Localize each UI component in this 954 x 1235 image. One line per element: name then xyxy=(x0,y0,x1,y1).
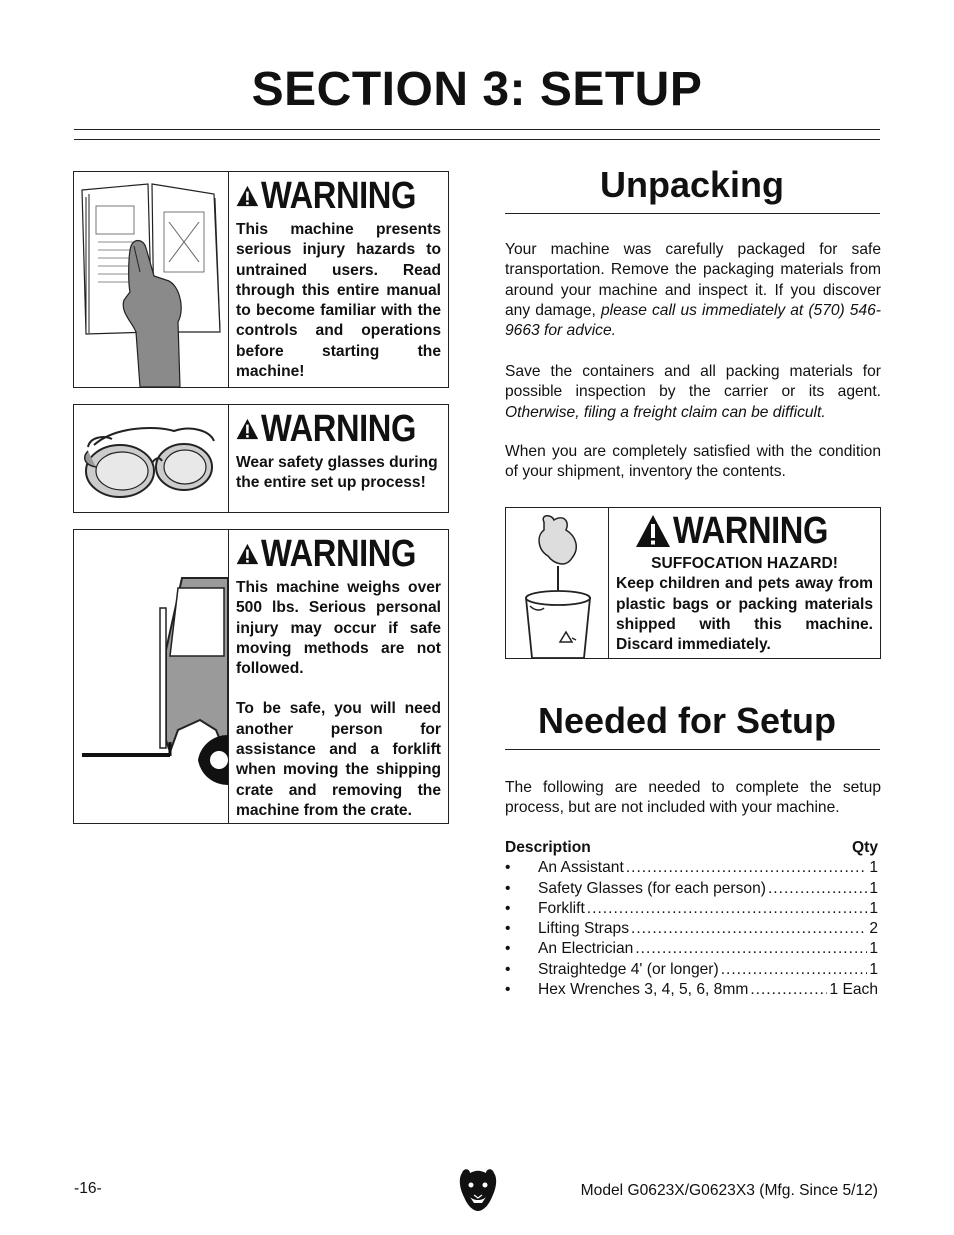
item-qty: 1 Each xyxy=(829,981,878,999)
list-item xyxy=(505,879,878,899)
column-description: Description xyxy=(505,839,591,856)
warning-triangle-icon xyxy=(236,536,259,572)
plastic-bag-trash-icon xyxy=(506,508,609,658)
manual-reading-icon xyxy=(74,172,229,387)
warning-text: This machine presents serious injury hazards to untrained users. Read through this entire manual to become familiar with the controls and operations before starting the machine! xyxy=(236,221,441,381)
item-qty: 1 xyxy=(869,940,878,958)
dot-leader xyxy=(768,879,867,899)
item-name: Safety Glasses (for each person) xyxy=(538,879,766,897)
warning-safety-glasses xyxy=(73,404,449,513)
warning-text: Wear safety glasses during the entire set up process! xyxy=(236,454,438,492)
item-name: Hex Wrenches 3, 4, 5, 6, 8mm xyxy=(538,981,749,999)
warning-body xyxy=(229,405,448,512)
list-header xyxy=(505,838,878,858)
warning-word: WARNING xyxy=(260,175,416,217)
warning-triangle-icon xyxy=(635,513,671,549)
needed-heading: Needed for Setup xyxy=(538,700,837,741)
grizzly-bear-logo xyxy=(458,1167,498,1211)
bullet: • xyxy=(505,940,511,958)
item-name: An Assistant xyxy=(538,859,624,877)
dot-leader xyxy=(631,919,867,939)
list-item xyxy=(505,980,878,1000)
warning-word: WARNING xyxy=(673,510,829,552)
item-qty: 1 xyxy=(869,960,878,978)
item-name: Forklift xyxy=(538,899,585,917)
needed-rule xyxy=(505,749,880,750)
section-title: SECTION 3: SETUP xyxy=(251,63,703,116)
dot-leader xyxy=(721,960,868,980)
dot-leader xyxy=(750,980,827,1000)
needed-intro: The following are needed to complete the setup process, but are not included with your machine. xyxy=(505,779,881,817)
safety-glasses-icon xyxy=(74,405,229,512)
warning-word: WARNING xyxy=(260,408,416,450)
warning-triangle-icon xyxy=(236,411,259,447)
forklift-icon xyxy=(74,530,229,823)
unpacking-heading: Unpacking xyxy=(600,164,785,205)
bullet: • xyxy=(505,899,511,917)
item-qty: 2 xyxy=(869,920,878,938)
warning-title xyxy=(236,405,441,453)
warning-read-manual xyxy=(73,171,449,388)
item-qty: 1 xyxy=(869,879,878,897)
warning-forklift xyxy=(73,529,449,824)
title-rule-top xyxy=(74,129,880,130)
item-qty: 1 xyxy=(869,899,878,917)
item-qty: 1 xyxy=(869,859,878,877)
list-item xyxy=(505,960,878,980)
warning-subtitle: SUFFOCATION HAZARD! xyxy=(651,555,838,572)
bullet: • xyxy=(505,981,511,999)
item-name: Lifting Straps xyxy=(538,920,630,938)
warning-word: WARNING xyxy=(260,533,416,575)
warning-text xyxy=(236,578,441,821)
list-item xyxy=(505,919,878,939)
column-qty: Qty xyxy=(852,839,878,856)
item-name: An Electrician xyxy=(538,940,634,958)
bullet: • xyxy=(505,879,511,897)
warning-text-paragraph-2: To be safe, you will need another person for assistance and a forklift when moving the shipping crate and removing the machine from the crate. xyxy=(236,700,441,819)
warning-suffocation xyxy=(505,507,881,659)
list-item xyxy=(505,899,878,919)
bullet: • xyxy=(505,960,511,978)
dot-leader xyxy=(626,858,868,878)
dot-leader xyxy=(635,939,867,959)
title-rule-bottom xyxy=(74,139,880,140)
warning-body xyxy=(229,172,448,387)
warning-title xyxy=(236,172,441,220)
dot-leader xyxy=(587,899,868,919)
needed-list xyxy=(505,838,878,1000)
page-number: -16- xyxy=(74,1180,102,1197)
bullet: • xyxy=(505,859,511,877)
model-info: Model G0623X/G0623X3 (Mfg. Since 5/12) xyxy=(580,1182,878,1199)
warning-text: SUFFOCATION HAZARD! Keep children and pets away from plastic bags or packing materials shipped with this machine. Discard immediately. xyxy=(616,555,873,654)
warning-title xyxy=(616,508,873,554)
list-item xyxy=(505,939,878,959)
warning-title xyxy=(236,530,441,578)
unpacking-paragraph-3: When you are completely satisfied with the condition of your shipment, inventory the contents. xyxy=(505,443,881,481)
warning-text-paragraph-1: This machine weighs over 500 lbs. Serious personal injury may occur if safe moving methods are not followed. xyxy=(236,579,441,678)
bullet: • xyxy=(505,920,511,938)
warning-body xyxy=(229,530,448,823)
list-item xyxy=(505,858,878,878)
item-name: Straightedge 4' (or longer) xyxy=(538,960,719,978)
unpacking-paragraph-2: Save the containers and all packing materials for possible inspection by the carrier or its agent. Otherwise, filing a freight claim can be difficult. xyxy=(505,363,881,421)
unpacking-paragraph-1: Your machine was carefully packaged for safe transportation. Remove the packaging materials from around your machine and inspect it. If you discover any damage, please call us immediately at (570) 546-9663 for advice. xyxy=(505,241,882,340)
unpacking-rule xyxy=(505,213,880,214)
warning-triangle-icon xyxy=(236,178,259,214)
warning-body xyxy=(609,508,880,658)
